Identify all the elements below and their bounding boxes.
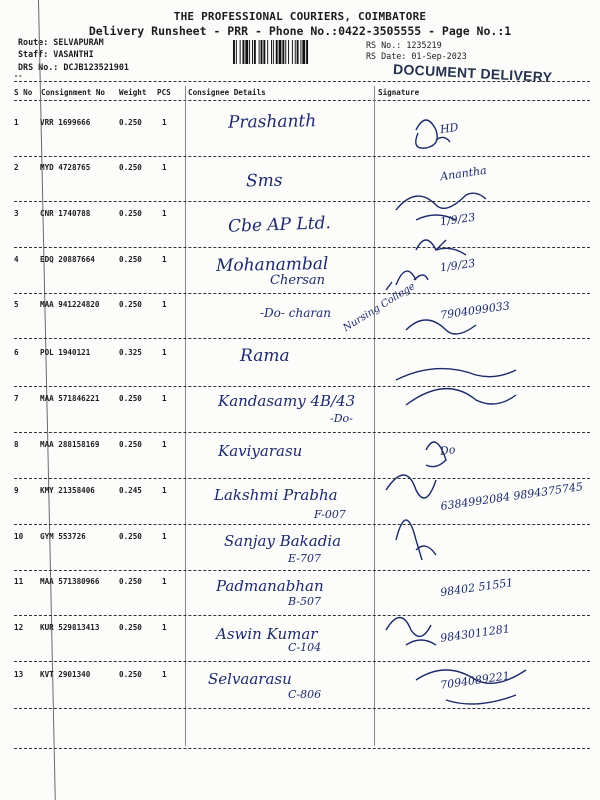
signature-stroke bbox=[426, 442, 446, 467]
barcode-bar bbox=[252, 40, 253, 64]
row-signature-text: 7094089221 bbox=[439, 669, 511, 692]
barcode-bar bbox=[276, 40, 278, 64]
col-header-signature: Signature bbox=[378, 88, 420, 97]
document-delivery-stamp: DOCUMENT DELIVERY bbox=[392, 60, 553, 86]
row-pcs: 1 bbox=[162, 670, 167, 679]
barcode-bar bbox=[288, 40, 289, 64]
row-sno: 7 bbox=[14, 394, 19, 403]
barcode-bar bbox=[273, 40, 274, 64]
row-signature-text: 1/9/23 bbox=[439, 256, 477, 275]
row-consignee-note: C-806 bbox=[288, 688, 322, 701]
rs-number: RS No.: 1235219 bbox=[366, 40, 442, 50]
row-pcs: 1 bbox=[162, 118, 167, 127]
row-consignee-note: C-104 bbox=[288, 641, 322, 654]
signature-stroke bbox=[416, 120, 450, 148]
row-consignment-no: KVT 2901340 bbox=[40, 670, 91, 679]
row-consignee-name: Cbe AP Ltd. bbox=[227, 213, 332, 237]
barcode-bar bbox=[292, 40, 293, 64]
row-sno: 3 bbox=[14, 209, 19, 218]
signature-stroke bbox=[396, 520, 436, 560]
row-signature-text: 6384992084 9894375745 bbox=[439, 480, 584, 513]
barcode-bar bbox=[236, 40, 237, 64]
row-consignee-name: Sms bbox=[245, 170, 283, 192]
row-signature-text: Do bbox=[439, 442, 457, 459]
row-consignment-no: CNR 1740788 bbox=[40, 209, 91, 218]
row-sno: 1 bbox=[14, 118, 19, 127]
col-header-consignee: Consignee Details bbox=[188, 88, 266, 97]
dash-mark: -- bbox=[14, 72, 23, 80]
row-consignment-no: KUR 529813413 bbox=[40, 623, 100, 632]
row-consignment-no: MAA 288158169 bbox=[40, 440, 100, 449]
row-pcs: 1 bbox=[162, 577, 167, 586]
signature-stroke bbox=[416, 670, 526, 704]
table-rule-end bbox=[14, 748, 590, 749]
row-consignee-name: Lakshmi Prabha bbox=[214, 486, 338, 504]
rs-box bbox=[366, 40, 467, 62]
row-signature-text: Anantha bbox=[439, 163, 488, 184]
barcode-bar bbox=[261, 40, 263, 64]
signature-stroke bbox=[396, 369, 516, 380]
row-consignee-note: B-507 bbox=[288, 595, 321, 608]
barcode-bar bbox=[263, 40, 265, 64]
barcode-bar bbox=[249, 40, 250, 64]
barcode-bar bbox=[306, 40, 308, 64]
barcode-bar bbox=[254, 40, 256, 64]
barcode-bar bbox=[279, 40, 282, 64]
row-sno: 2 bbox=[14, 163, 19, 172]
column-line-signature bbox=[374, 86, 375, 746]
drs-number: DRS No.: DCJB123521901 bbox=[18, 62, 129, 72]
row-consignee-name: Prashanth bbox=[227, 111, 317, 133]
row-weight: 0.245 bbox=[119, 486, 142, 495]
row-signature-text: 1/9/23 bbox=[439, 210, 477, 229]
route-label: Route: SELVAPURAM bbox=[18, 37, 104, 47]
barcode-bar bbox=[302, 40, 305, 64]
row-sno: 12 bbox=[14, 623, 24, 632]
row-signature-text: 9843011281 bbox=[439, 622, 511, 645]
signature-stroke bbox=[406, 389, 516, 405]
row-signature-text: 98402 51551 bbox=[439, 575, 515, 600]
barcode-bar bbox=[259, 40, 260, 64]
barcode-bar bbox=[243, 40, 245, 64]
staff-label: Staff: VASANTHI bbox=[18, 49, 94, 59]
row-weight: 0.250 bbox=[119, 440, 142, 449]
document-subtitle: Delivery Runsheet - PRR - Phone No.:0422-3505555 - Page No.:1 bbox=[88, 24, 512, 38]
col-header-pcs: PCS bbox=[157, 88, 171, 97]
row-weight: 0.250 bbox=[119, 532, 142, 541]
col-header-sno: S No bbox=[14, 88, 33, 97]
barcode-bar bbox=[271, 40, 272, 64]
row-sno: 5 bbox=[14, 300, 19, 309]
row-pcs: 1 bbox=[162, 440, 167, 449]
row-consignee-name: -Do- charan bbox=[260, 306, 331, 320]
row-consignee-name: Sanjay Bakadia bbox=[224, 532, 342, 550]
row-pcs: 1 bbox=[162, 623, 167, 632]
row-consignee-note: F-007 bbox=[314, 508, 346, 521]
row-consignment-no: MAA 941224820 bbox=[40, 300, 100, 309]
row-pcs: 1 bbox=[162, 486, 167, 495]
row-consignee-name: Mohanambal bbox=[215, 254, 329, 276]
row-sno: 4 bbox=[14, 255, 19, 264]
row-pcs: 1 bbox=[162, 348, 167, 357]
row-weight: 0.250 bbox=[119, 577, 142, 586]
row-sno: 11 bbox=[14, 577, 24, 586]
row-weight: 0.250 bbox=[119, 394, 142, 403]
column-line-consignee bbox=[185, 86, 186, 746]
row-consignee-name: Kaviyarasu bbox=[218, 442, 303, 460]
barcode-bar bbox=[240, 40, 241, 64]
row-consignee-name: Rama bbox=[240, 346, 290, 366]
col-header-weight: Weight bbox=[119, 88, 147, 97]
row-consignment-no: KMY 21358406 bbox=[40, 486, 95, 495]
signature-stroke bbox=[406, 320, 476, 334]
barcode-bar bbox=[295, 40, 296, 64]
barcode-bar bbox=[245, 40, 248, 64]
row-consignee-name: Aswin Kumar bbox=[216, 625, 318, 643]
row-pcs: 1 bbox=[162, 394, 167, 403]
document-title: THE PROFESSIONAL COURIERS, COIMBATORE bbox=[173, 10, 427, 23]
row-consignment-no: MYD 4728765 bbox=[40, 163, 91, 172]
row-sno: 6 bbox=[14, 348, 19, 357]
row-consignee-note: E-707 bbox=[288, 552, 321, 565]
row-sno: 9 bbox=[14, 486, 19, 495]
row-sno: 8 bbox=[14, 440, 19, 449]
header-rule-top bbox=[14, 81, 590, 82]
row-weight: 0.325 bbox=[119, 348, 142, 357]
row-weight: 0.250 bbox=[119, 118, 142, 127]
row-weight: 0.250 bbox=[119, 255, 142, 264]
row-consignment-no: POL 1940121 bbox=[40, 348, 91, 357]
row-consignee-name: Selvaarasu bbox=[208, 670, 292, 688]
row-consignment-no: MAA 571846221 bbox=[40, 394, 100, 403]
row-consignment-no: MAA 571380966 bbox=[40, 577, 100, 586]
row-consignee-name: Padmanabhan bbox=[216, 577, 324, 595]
row-signature-text: HD bbox=[439, 120, 460, 137]
row-consignee-name: Kandasamy 4B/43 bbox=[218, 392, 356, 410]
row-pcs: 1 bbox=[162, 300, 167, 309]
row-pcs: 1 bbox=[162, 532, 167, 541]
row-consignee-note: Nursing College bbox=[341, 280, 418, 335]
signature-scribbles bbox=[376, 100, 596, 750]
barcode-bar bbox=[267, 40, 268, 64]
signature-stroke bbox=[386, 618, 436, 646]
row-consignment-no: VRR 1699666 bbox=[40, 118, 91, 127]
row-pcs: 1 bbox=[162, 209, 167, 218]
rs-date: RS Date: 01-Sep-2023 bbox=[366, 51, 467, 61]
row-consignee-note: -Do- bbox=[330, 412, 353, 425]
row-sno: 13 bbox=[14, 670, 24, 679]
barcode-image bbox=[233, 40, 353, 64]
row-weight: 0.250 bbox=[119, 209, 142, 218]
row-signature-text: 7904099033 bbox=[439, 299, 511, 322]
col-header-consignment: Consignment No bbox=[41, 88, 106, 97]
signature-stroke bbox=[386, 475, 436, 498]
row-consignee-note: Chersan bbox=[270, 273, 326, 288]
row-pcs: 1 bbox=[162, 163, 167, 172]
signature-stroke bbox=[396, 193, 486, 220]
barcode-bar bbox=[285, 40, 286, 64]
barcode-bar bbox=[297, 40, 299, 64]
barcode-bar bbox=[233, 40, 235, 64]
row-weight: 0.250 bbox=[119, 670, 142, 679]
signature-stroke bbox=[386, 271, 428, 290]
row-sno: 10 bbox=[14, 532, 24, 541]
barcode-bar bbox=[282, 40, 284, 64]
row-consignment-no: GYM 553726 bbox=[40, 532, 86, 541]
row-weight: 0.250 bbox=[119, 300, 142, 309]
signature-stroke bbox=[416, 240, 466, 255]
row-pcs: 1 bbox=[162, 255, 167, 264]
row-consignment-no: EDQ 20887664 bbox=[40, 255, 95, 264]
row-weight: 0.250 bbox=[119, 623, 142, 632]
row-weight: 0.250 bbox=[119, 163, 142, 172]
barcode-bar bbox=[300, 40, 301, 64]
